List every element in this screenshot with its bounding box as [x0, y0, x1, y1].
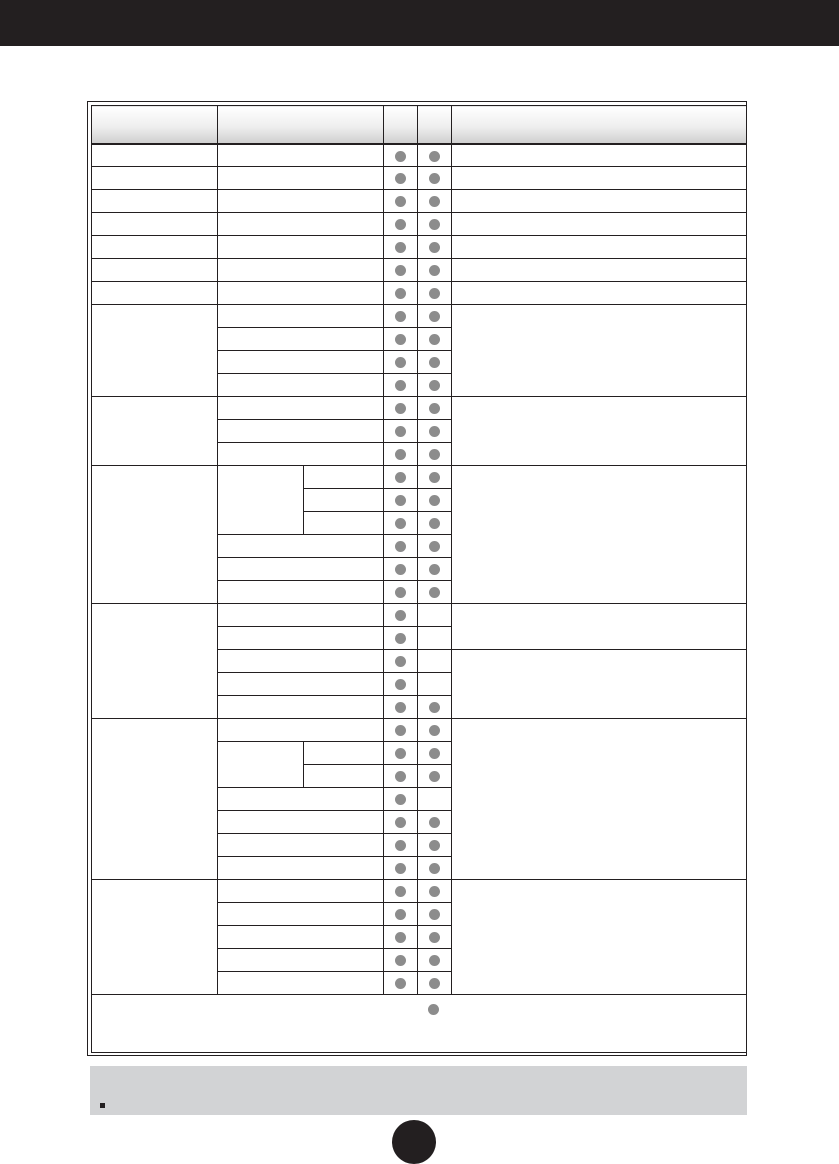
- supported-dot-icon: [429, 771, 440, 782]
- menu-table: [91, 105, 747, 1053]
- supported-dot-icon: [395, 242, 406, 253]
- supported-dot-icon: [395, 288, 406, 299]
- header-description: [452, 106, 747, 144]
- supported-dot-icon: [429, 909, 440, 920]
- supported-dot-icon: [395, 334, 406, 345]
- supported-dot-icon: [395, 265, 406, 276]
- supported-dot-icon: [429, 242, 440, 253]
- page-number-badge: [392, 1120, 436, 1164]
- supported-dot-icon: [395, 725, 406, 736]
- supported-dot-icon: [429, 196, 440, 207]
- supported-dot-icon: [429, 472, 440, 483]
- table-row: [92, 282, 747, 305]
- supported-dot-icon: [395, 495, 406, 506]
- supported-dot-icon: [395, 794, 406, 805]
- header-digital: [418, 106, 452, 144]
- supported-dot-icon: [429, 357, 440, 368]
- supported-dot-icon: [395, 541, 406, 552]
- supported-dot-icon: [429, 151, 440, 162]
- supported-dot-icon: [395, 426, 406, 437]
- supported-dot-icon: [395, 311, 406, 322]
- supported-dot-icon: [395, 403, 406, 414]
- supported-dot-icon: [395, 817, 406, 828]
- supported-dot-icon: [429, 495, 440, 506]
- supported-dot-icon: [395, 748, 406, 759]
- table-row: [92, 236, 747, 259]
- supported-dot-icon: [429, 817, 440, 828]
- supported-dot-icon: [395, 955, 406, 966]
- supported-dot-icon: [395, 771, 406, 782]
- table-row: [92, 259, 747, 282]
- supported-dot-icon: [429, 587, 440, 598]
- table-note-row: [92, 995, 747, 1053]
- supported-dot-icon: [429, 702, 440, 713]
- supported-dot-icon: [395, 863, 406, 874]
- supported-dot-icon: [395, 886, 406, 897]
- table-row: [92, 213, 747, 236]
- supported-dot-icon: [395, 380, 406, 391]
- supported-dot-icon: [395, 702, 406, 713]
- table-row: [92, 719, 747, 742]
- header-main-menu: [92, 106, 218, 144]
- table-row: [92, 466, 747, 489]
- supported-dot-icon: [429, 564, 440, 575]
- header-sub-menu: [218, 106, 384, 144]
- supported-dot-icon: [429, 265, 440, 276]
- table-row: [92, 305, 747, 328]
- supported-dot-icon: [395, 518, 406, 529]
- supported-dot-icon: [429, 955, 440, 966]
- page-header-bar: [0, 0, 839, 46]
- supported-dot-icon: [395, 587, 406, 598]
- table-row: [92, 144, 747, 167]
- supported-dot-icon: [429, 380, 440, 391]
- table-row: [92, 167, 747, 190]
- table-row: [92, 397, 747, 420]
- square-bullet-icon: [100, 1103, 105, 1108]
- supported-dot-icon: [429, 403, 440, 414]
- supported-dot-icon: [395, 932, 406, 943]
- supported-dot-icon: [429, 334, 440, 345]
- supported-dot-icon: [429, 219, 440, 230]
- table-note-cell: [92, 995, 747, 1053]
- supported-dot-icon: [429, 840, 440, 851]
- supported-dot-icon: [395, 151, 406, 162]
- table-row: [92, 190, 747, 213]
- supported-dot-icon: [429, 748, 440, 759]
- supported-dot-icon: [429, 863, 440, 874]
- supported-dot-icon: [395, 656, 406, 667]
- table-row: [92, 604, 747, 627]
- supported-dot-icon: [429, 288, 440, 299]
- note-box: [90, 1066, 747, 1115]
- supported-dot-icon: [429, 426, 440, 437]
- supported-dot-icon: [395, 633, 406, 644]
- supported-dot-icon: [395, 564, 406, 575]
- supported-dot-icon: [395, 679, 406, 690]
- supported-dot-icon: [429, 518, 440, 529]
- header-analog: [384, 106, 418, 144]
- supported-dot-icon: [395, 449, 406, 460]
- supported-dot-icon: [429, 886, 440, 897]
- supported-dot-icon: [429, 978, 440, 989]
- supported-dot-icon: [429, 541, 440, 552]
- supported-dot-icon: [429, 725, 440, 736]
- supported-dot-icon: [395, 219, 406, 230]
- supported-dot-icon: [395, 978, 406, 989]
- table-header-row: [92, 106, 747, 144]
- supported-dot-icon: [395, 909, 406, 920]
- supported-dot-icon: [395, 610, 406, 621]
- supported-dot-icon: [395, 196, 406, 207]
- supported-dot-icon: [429, 173, 440, 184]
- supported-dot-icon: [429, 932, 440, 943]
- table-row: [92, 880, 747, 903]
- supported-dot-icon: [429, 311, 440, 322]
- supported-dot-icon: [395, 173, 406, 184]
- supported-dot-icon: [395, 472, 406, 483]
- note-row-dot-icon: [428, 1001, 439, 1019]
- supported-dot-icon: [395, 840, 406, 851]
- supported-dot-icon: [395, 357, 406, 368]
- supported-dot-icon: [429, 449, 440, 460]
